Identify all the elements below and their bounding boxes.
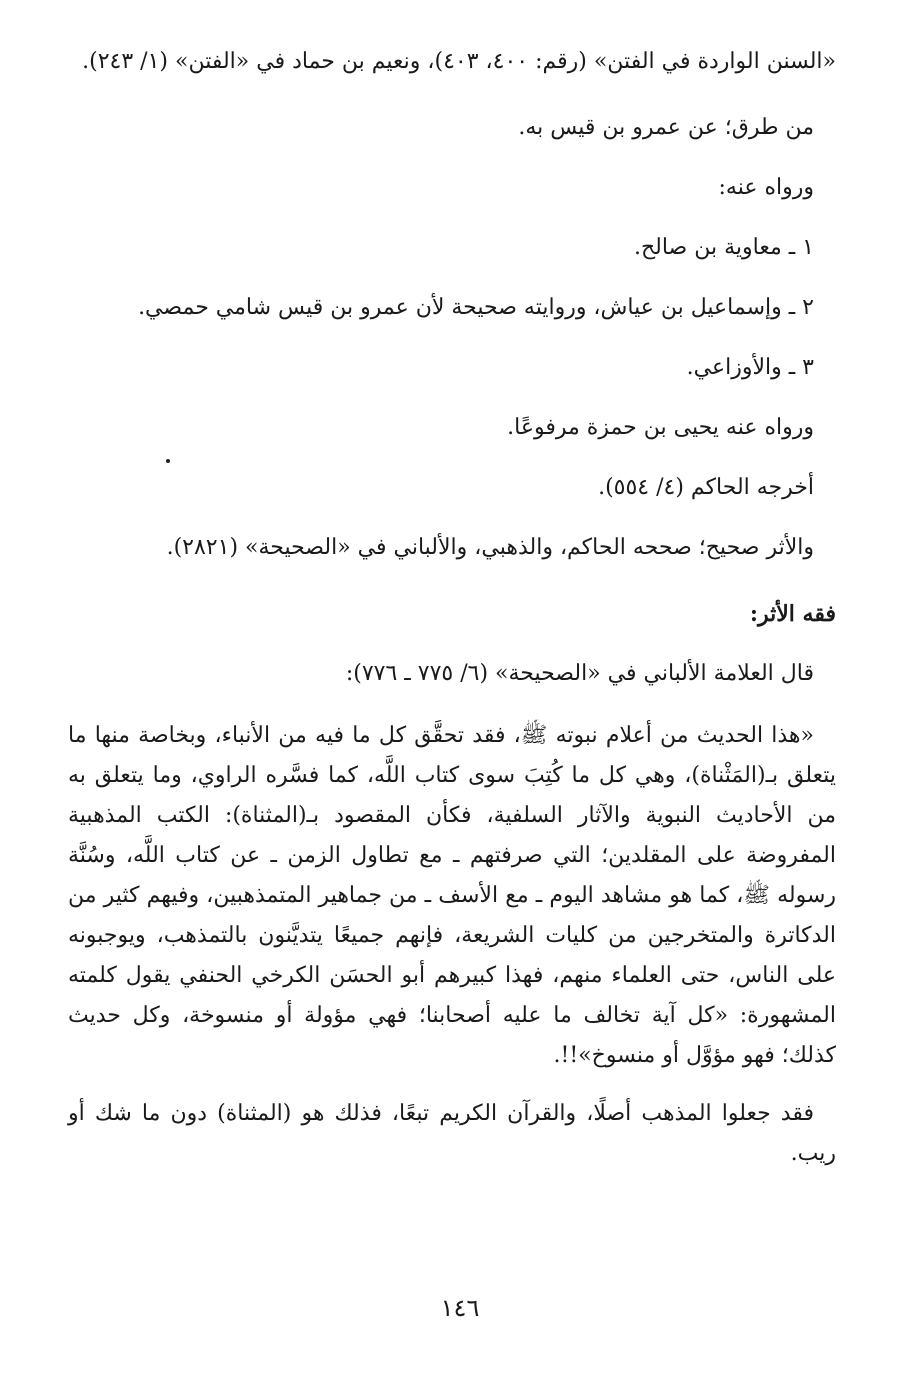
list-item-narrator-1: ١ ـ معاوية بن صالح. [633,235,814,260]
paragraph-albani-quote: «هذا الحديث من أعلام نبوته ﷺ، فقد تحقَّق كل ما فيه من الأنباء، وبخاصة منها ما يتعلق بـ(المَثْناة)، وهي كل ما كُتِبَ سوى كتاب اللَّه، كما فسَّره الراوي، وما يتعلق به من الأحاديث النبوية والآثار السلفية، فكأن المقصود بـ(المثناة): الكتب المذهبية المفروضة على المقلدين؛ التي صرفتهم ـ مع تطاول الزمن ـ عن كتاب اللَّه، وسُنَّة رسوله ﷺ، كما هو مشاهد اليوم ـ مع الأسف ـ من جماهير المتمذهبين، وفيهم كثير من الدكاترة والمتخرجين من كليات الشريعة، فإنهم جميعًا يتديَّنون بالتمذهب، ويوجبونه على الناس، حتى العلماء منهم، فهذا كبيرهم أبو الحسَن الكرخي الحنفي يقول كلمته المشهورة: «كل آية تخالف ما عليه أصحابنا؛ فهي مؤولة أو منسوخة، وكل حديث كذلك؛ فهو مؤوَّل أو منسوخ»!!. [68,723,837,1068]
paragraph-albani-quote-intro: قال العلامة الألباني في «الصحيحة» (٦/ ٧٧٥ ـ ٧٧٦): [345,661,814,686]
paragraph-marfu-narration: ورواه عنه يحيى بن حمزة مرفوعًا. [507,415,814,440]
paragraph-narrated-by: ورواه عنه: [718,175,814,200]
paragraph-routes: من طرق؛ عن عمرو بن قيس به. [518,115,814,140]
paragraph-authenticity: والأثر صحيح؛ صححه الحاكم، والذهبي، والألباني في «الصحيحة» (٢٨٢١). [166,535,814,560]
page-body [68,38,836,1174]
page-number: ١٤٦ [440,1294,480,1322]
paragraph-conclusion: فقد جعلوا المذهب أصلًا، والقرآن الكريم تبعًا، فذلك هو (المثناة) دون ما شك أو ريب. [68,1101,836,1166]
section-heading-fiqh: فقه الأثر: [749,601,836,627]
list-item-narrator-2: ٢ ـ وإسماعيل بن عياش، وروايته صحيحة لأن عمرو بن قيس شامي حمصي. [138,295,814,320]
list-item-narrator-3: ٣ ـ والأوزاعي. [686,355,814,380]
paragraph-hakim-reference: أخرجه الحاكم (٤/ ٥٥٤). [598,475,814,500]
stray-dot-mark [166,459,170,463]
paragraph-source-citation: «السنن الواردة في الفتن» (رقم: ٤٠٠، ٤٠٣)، ونعيم بن حماد في «الفتن» (١/ ٢٤٣). [82,49,836,74]
